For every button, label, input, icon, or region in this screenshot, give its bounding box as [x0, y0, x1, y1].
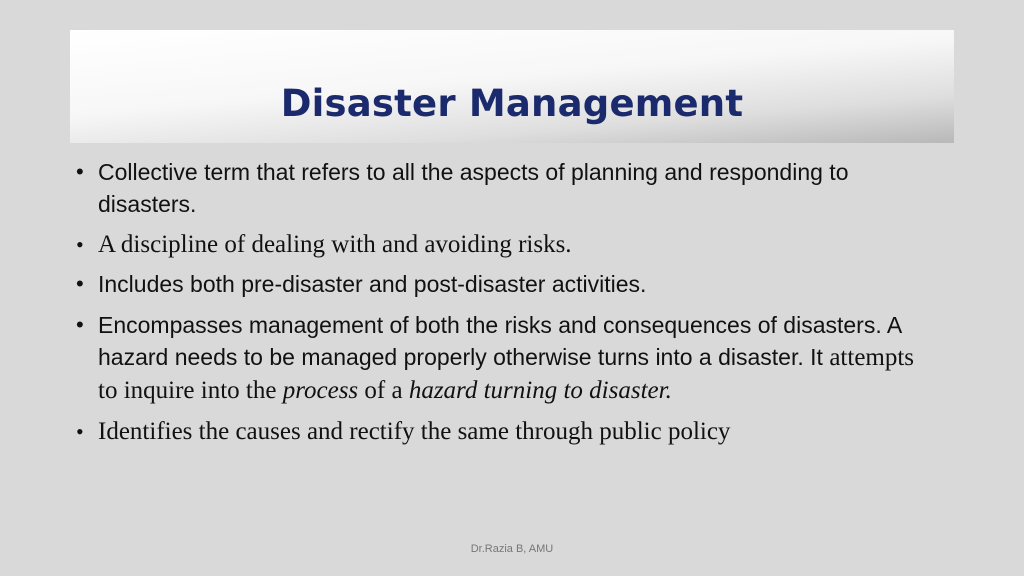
bullet-list [76, 156, 936, 457]
bullet-text-italic-process: process [282, 377, 359, 404]
bullet-text-sans: Encompasses management of both the risks and consequences of disasters. A hazard needs to be managed properly otherwise turns into a disaster. It [98, 312, 901, 370]
bullet-text: Collective term that refers to all the aspects of planning and responding to disasters. [98, 159, 849, 217]
bullet-text: Identifies the causes and rectify the same through public policy [98, 418, 731, 445]
bullet-item [76, 309, 936, 407]
bullet-dot-icon: • [76, 419, 84, 444]
bullet-text-serif: attempts to inquire into the [98, 344, 915, 404]
bullet-item [76, 416, 936, 448]
bullet-item [76, 268, 936, 300]
bullet-item [76, 229, 936, 261]
bullet-text: A discipline of dealing with and avoiding risks. [98, 231, 572, 258]
slide-title: Disaster Management [280, 82, 744, 125]
bullet-dot-icon: • [76, 312, 84, 337]
bullet-text-italic-hazard: hazard turning to disaster. [408, 377, 672, 404]
bullet-text: Includes both pre-disaster and post-disaster activities. [98, 271, 647, 297]
bullet-dot-icon: • [76, 159, 84, 184]
bullet-text-serif-2: of a [358, 377, 409, 404]
footer-credit: Dr.Razia B, AMU [470, 543, 554, 555]
bullet-dot-icon: • [76, 232, 84, 257]
title-band [70, 30, 954, 143]
bullet-item [76, 156, 936, 220]
bullet-dot-icon: • [76, 271, 84, 296]
